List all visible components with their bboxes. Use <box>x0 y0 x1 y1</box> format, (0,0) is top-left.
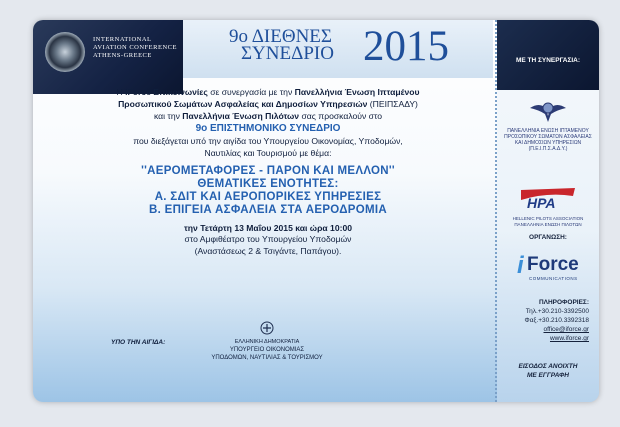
jet-engine-icon <box>45 32 85 72</box>
aegis-label: ΥΠΟ ΤΗΝ ΑΙΓΙΔΑ: <box>111 339 166 346</box>
invitation-card <box>33 20 599 402</box>
hpa-logo <box>517 186 579 214</box>
iforce-logo <box>511 246 585 286</box>
union-line4: (Π.Ε.Ι.Π.Σ.Α.Δ.Υ.) <box>528 146 568 152</box>
unit-a: Α. ΣΔΙΤ ΚΑΙ ΑΕΡΟΠΟΡΙΚΕΣ ΥΠΗΡΕΣΙΕΣ <box>154 191 382 203</box>
logo-line: INTERNATIONAL <box>93 36 152 43</box>
conference-logo <box>33 20 183 94</box>
intro-text: Η <box>116 87 126 97</box>
venue-line1: στο Αμφιθέατρο του Υπουργείου Υποδομών <box>184 234 352 244</box>
intro-text: σας προσκαλούν στο <box>299 111 383 121</box>
union-name: Προσωπικού Σωμάτων Ασφαλείας και Δημοσίων Υπηρεσιών <box>118 99 368 109</box>
iforce-sub: COMMUNICATIONS <box>529 276 578 281</box>
conference-name: 9ο ΕΠΙΣΤΗΜΟΝΙΚΟ ΣΥΝΕΔΡΙΟ <box>195 123 341 134</box>
entry-line2: ΜΕ ΕΓΓΡΑΦΗ <box>526 372 570 379</box>
pilots-union-name: Πανελλήνια Ένωση Πιλότων <box>182 111 300 121</box>
invitation-body <box>53 86 483 257</box>
event-date: την Τετάρτη 13 Μαΐου 2015 και ώρα 10:00 <box>183 223 353 233</box>
aegis-line1: που διεξάγεται υπό την αιγίδα του Υπουργείου Οικονομίας, Υποδομών, <box>133 136 403 146</box>
website-link[interactable]: www.iforce.gr <box>549 335 589 342</box>
units-title: ΘΕΜΑΤΙΚΕΣ ΕΝΟΤΗΤΕΣ: <box>197 178 339 190</box>
intro-line3 <box>53 110 483 122</box>
iforce-wordmark: Force <box>527 254 579 275</box>
stub-header <box>497 20 599 90</box>
wings-emblem-icon <box>529 96 567 126</box>
logo-text <box>93 36 179 60</box>
title-line1: 9ο ΔΙΕΘΝΕΣ <box>229 26 332 47</box>
union-acronym: (ΠΕΙΠΣΑΔΥ) <box>367 99 418 109</box>
entry-line1: ΕΙΣΟΔΟΣ ΑΝΟΙΧΤΗ <box>518 363 578 370</box>
republic-label: ΕΛΛΗΝΙΚΗ ΔΗΜΟΚΡΑΤΙΑ <box>234 339 300 345</box>
iforce-name: iForce Επικοινωνίες <box>125 87 208 97</box>
intro-line2 <box>53 98 483 110</box>
logo-line: ATHENS-GREECE <box>93 52 152 59</box>
info-title: ΠΛΗΡΟΦΟΡΙΕΣ: <box>538 299 589 306</box>
phone: Τηλ.+30.210-3392500 <box>525 308 589 315</box>
union-line3: ΚΑΙ ΔΗΜΟΣΙΩΝ ΥΠΗΡΕΣΙΩΝ <box>514 140 582 146</box>
hpa-sub: HELLENIC PILOTS ASSOCIATION <box>512 216 584 221</box>
side-stub <box>497 20 599 402</box>
hpa-text: HPA <box>527 195 556 211</box>
email-link[interactable]: office@iforce.gr <box>543 326 589 333</box>
intro-text: σε συνεργασία με την <box>207 87 295 97</box>
intro-line1 <box>53 86 483 98</box>
hpa-sub2: ΠΑΝΕΛΛΗΝΙΑ ΕΝΩΣΗ ΠΙΛΟΤΩΝ <box>514 222 582 227</box>
fax: Φαξ.+30.210.3392318 <box>524 317 589 324</box>
ministry-line2: ΥΠΟΔΟΜΩΝ, ΝΑΥΤΙΛΙΑΣ & ΤΟΥΡΙΣΜΟΥ <box>211 355 323 361</box>
unit-b: Β. ΕΠΙΓΕΙΑ ΑΣΦΑΛΕΙΑ ΣΤΑ ΑΕΡΟΔΡΟΜΙΑ <box>149 204 387 216</box>
ministry-line1: ΥΠΟΥΡΓΕΙΟ ΟΙΚΟΝΟΜΙΑΣ <box>229 347 305 353</box>
theme-title: ''ΑΕΡΟΜΕΤΑΦΟΡΕΣ - ΠΑΡΟΝ ΚΑΙ ΜΕΛΛΟΝ'' <box>141 165 395 177</box>
aegis-line2: Ναυτιλίας και Τουρισμού με θέμα: <box>204 148 332 158</box>
iforce-i: i <box>517 252 524 279</box>
intro-text: και την <box>153 111 183 121</box>
title-line2: ΣΥΝΕΔΡΙΟ <box>241 43 334 64</box>
ministry-block <box>167 338 367 362</box>
union-line2: ΠΡΟΣΩΠΙΚΟΥ ΣΩΜΑΤΩΝ ΑΣΦΑΛΕΙΑΣ <box>504 134 592 140</box>
greek-emblem-icon <box>260 321 274 335</box>
union-name: Πανελλήνια Ένωση Ιπταμένου <box>294 87 420 97</box>
entry-note <box>497 362 599 380</box>
conference-title <box>229 28 334 62</box>
contact-info <box>497 298 589 343</box>
logo-line: AVIATION CONFERENCE <box>93 44 177 51</box>
conference-year: 2015 <box>363 23 449 70</box>
venue-line2: (Αναστάσεως 2 & Τσιγάντε, Παπάγου). <box>194 246 342 256</box>
union-line1: ΠΑΝΕΛΛΗΝΙΑ ΕΝΩΣΗ ΙΠΤΑΜΕΝΟΥ <box>507 128 589 134</box>
cooperation-label: ΜΕ ΤΗ ΣΥΝΕΡΓΑΣΙΑ: <box>515 57 581 64</box>
organization-label: ΟΡΓΑΝΩΣΗ: <box>529 234 567 241</box>
